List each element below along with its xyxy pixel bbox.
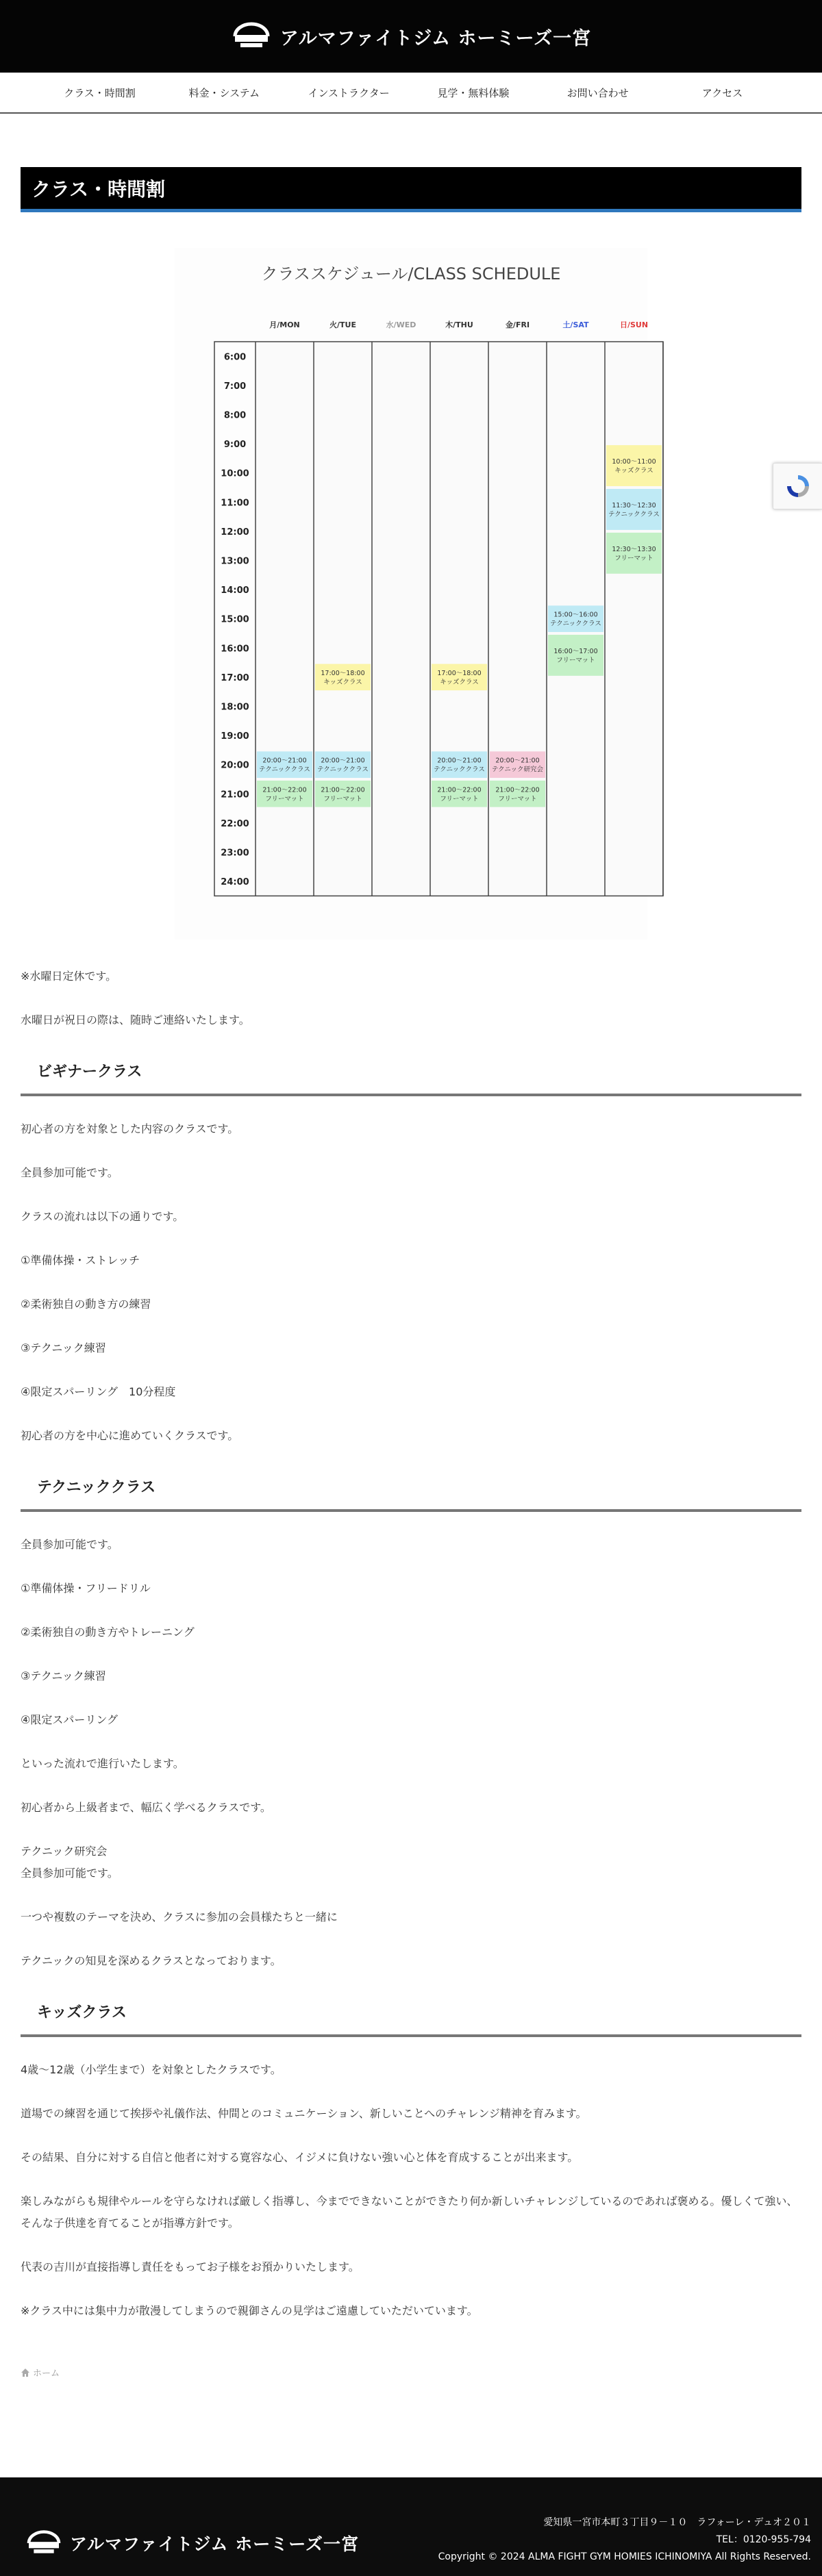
technique-step: ②柔術独自の動き方やトレーニング bbox=[21, 1626, 195, 1639]
schedule-class-time: 10:00〜11:00 bbox=[612, 458, 656, 466]
schedule-hour-label: 12:00 bbox=[221, 527, 249, 538]
nav-item-class-schedule[interactable]: クラス・時間割 bbox=[64, 86, 136, 99]
home-icon bbox=[21, 2368, 30, 2377]
schedule-hour-label: 13:00 bbox=[221, 556, 249, 567]
schedule-table bbox=[175, 248, 660, 939]
brand-name: アルマファイトジム ホーミーズ一宮 bbox=[279, 27, 592, 49]
schedule-hour-label: 6:00 bbox=[223, 352, 247, 363]
kids-body bbox=[21, 2059, 801, 2322]
kids-text: 代表の吉川が直接指導し責任をもってお子様をお預かりいたします。 bbox=[21, 2260, 360, 2273]
technique-text: といった流れで進行いたします。 bbox=[21, 1757, 184, 1770]
schedule-class-time: 20:00〜21:00 bbox=[495, 757, 540, 765]
site-footer bbox=[0, 2477, 822, 2576]
nav-item-instructors[interactable]: インストラクター bbox=[308, 86, 390, 99]
technique-text: 全員参加可能です。 bbox=[21, 1538, 119, 1551]
page-title: クラス・時間割 bbox=[21, 167, 801, 212]
kids-text: 4歳〜12歳（小学生まで）を対象としたクラスです。 bbox=[21, 2063, 282, 2076]
schedule-class-name: テクニッククラス bbox=[608, 510, 660, 518]
technique-step: ③テクニック練習 bbox=[21, 1669, 106, 1682]
technique-text: 一つや複数のテーマを決め、クラスに参加の会員様たちと一緒に bbox=[21, 1910, 338, 1923]
nav-item-trial[interactable]: 見学・無料体験 bbox=[437, 86, 510, 99]
global-nav bbox=[0, 73, 822, 114]
schedule-hour-label: 18:00 bbox=[221, 702, 249, 713]
schedule-class-time: 15:00〜16:00 bbox=[553, 611, 598, 619]
schedule-hour-label: 11:00 bbox=[221, 498, 249, 509]
recaptcha-badge[interactable] bbox=[773, 463, 822, 509]
schedule-hour-label: 9:00 bbox=[223, 440, 247, 451]
beginner-step: ④限定スパーリング 10分程度 bbox=[21, 1385, 176, 1398]
beginner-text: 初心者の方を中心に進めていくクラスです。 bbox=[21, 1429, 239, 1442]
schedule-class-name: テクニッククラス bbox=[434, 766, 485, 774]
schedule-hour-label: 21:00 bbox=[221, 790, 249, 800]
schedule-class-time: 20:00〜21:00 bbox=[321, 757, 365, 765]
beginner-step: ③テクニック練習 bbox=[21, 1341, 106, 1354]
schedule-hour-label: 7:00 bbox=[223, 381, 247, 392]
nav-item-access[interactable]: アクセス bbox=[701, 86, 743, 99]
schedule-hour-label: 20:00 bbox=[221, 760, 249, 771]
recaptcha-icon bbox=[784, 472, 812, 500]
schedule-hour-label: 15:00 bbox=[221, 614, 249, 625]
breadcrumb-home-link[interactable]: ホーム bbox=[33, 2369, 60, 2379]
main-content bbox=[21, 114, 801, 2379]
schedule-day-label: 火/TUE bbox=[329, 320, 356, 329]
gym-emblem-icon bbox=[231, 20, 272, 53]
schedule-hour-label: 16:00 bbox=[221, 644, 249, 655]
schedule-hour-label: 19:00 bbox=[221, 731, 249, 742]
technique-text: テクニックの知見を深めるクラスとなっております。 bbox=[21, 1954, 282, 1967]
schedule-day-label: 水/WED bbox=[386, 320, 416, 329]
section-title-technique: テクニッククラス bbox=[21, 1476, 801, 1512]
schedule-hour-label: 23:00 bbox=[221, 848, 249, 859]
schedule-class-name: キッズクラス bbox=[614, 467, 653, 475]
schedule-class-name: フリーマット bbox=[323, 795, 362, 803]
schedule-class-name: フリーマット bbox=[556, 656, 595, 664]
technique-step: ①準備体操・フリードリル bbox=[21, 1582, 151, 1595]
nav-item-contact[interactable]: お問い合わせ bbox=[566, 86, 629, 99]
schedule-class-name: テクニック研究会 bbox=[491, 766, 544, 774]
schedule-class-name: フリーマット bbox=[498, 795, 537, 803]
technique-study-text: 全員参加可能です。 bbox=[21, 1867, 119, 1880]
schedule-day-label: 日/SUN bbox=[619, 320, 649, 329]
footer-brand-name: アルマファイトジム ホーミーズ一宮 bbox=[70, 2534, 359, 2554]
schedule-title: クラススケジュール/CLASS SCHEDULE bbox=[261, 264, 561, 283]
beginner-text: クラスの流れは以下の通りです。 bbox=[21, 1210, 184, 1223]
schedule-class-name: テクニッククラス bbox=[317, 766, 369, 774]
kids-text: ※クラス中には集中力が散漫してしまうので親御さんの見学はご遠慮していただいています。 bbox=[21, 2304, 478, 2317]
schedule-hour-label: 14:00 bbox=[221, 585, 249, 596]
technique-step: ④限定スパーリング bbox=[21, 1713, 119, 1726]
schedule-class-time: 21:00〜22:00 bbox=[495, 786, 540, 794]
header-logo[interactable] bbox=[231, 20, 591, 53]
schedule-hour-label: 24:00 bbox=[221, 877, 249, 888]
kids-text: 楽しみながらも規律やルールを守らなければ厳しく指導し、今までできないことができたり何か新しいチャレンジしているのであれば褒める。優しくて強い、そんな子供達を育てることが指導方針です。 bbox=[21, 2195, 798, 2230]
schedule-class-time: 21:00〜22:00 bbox=[321, 786, 365, 794]
schedule-class-time: 20:00〜21:00 bbox=[262, 757, 307, 765]
schedule-class-name: フリーマット bbox=[614, 554, 653, 562]
schedule-class-time: 17:00〜18:00 bbox=[321, 669, 365, 677]
schedule-class-name: テクニッククラス bbox=[259, 766, 310, 774]
kids-text: その結果、自分に対する自信と他者に対する寛容な心、イジメに負けない強い心と体を育成することが出来ます。 bbox=[21, 2151, 579, 2164]
schedule-day-label: 木/THU bbox=[445, 320, 473, 329]
schedule-hour-label: 8:00 bbox=[223, 410, 247, 421]
breadcrumb bbox=[21, 2366, 801, 2379]
site-header bbox=[0, 0, 822, 73]
schedule-day-label: 土/SAT bbox=[562, 320, 589, 329]
schedule-class-time: 17:00〜18:00 bbox=[437, 669, 482, 677]
beginner-text: 全員参加可能です。 bbox=[21, 1166, 119, 1179]
schedule-class-name: フリーマット bbox=[440, 795, 479, 803]
schedule-day-label: 月/MON bbox=[269, 320, 300, 329]
note-holiday: 水曜日が祝日の際は、随時ご連絡いたします。 bbox=[21, 1013, 250, 1026]
schedule-day-label: 金/FRI bbox=[505, 320, 530, 329]
schedule-class-name: キッズクラス bbox=[323, 678, 362, 686]
footer-copyright: Copyright © 2024 ALMA FIGHT GYM HOMIES ICHINOMIYA All Rights Reserved. bbox=[438, 2551, 811, 2562]
schedule-hour-label: 17:00 bbox=[221, 672, 249, 683]
schedule-hour-label: 22:00 bbox=[221, 818, 249, 829]
kids-text: 道場での練習を通じて挨拶や礼儀作法、仲間とのコミュニケーション、新しいことへのチャレンジ精神を育みます。 bbox=[21, 2107, 587, 2120]
schedule-class-time: 16:00〜17:00 bbox=[553, 647, 598, 655]
schedule-class-name: フリーマット bbox=[265, 795, 304, 803]
schedule-class-name: キッズクラス bbox=[440, 678, 479, 686]
schedule-class-time: 21:00〜22:00 bbox=[437, 786, 482, 794]
beginner-step: ②柔術独自の動き方の練習 bbox=[21, 1298, 151, 1311]
footer-logo[interactable] bbox=[25, 2528, 359, 2558]
schedule-class-time: 11:30〜12:30 bbox=[612, 501, 656, 509]
content-body bbox=[21, 965, 801, 2379]
footer-address: 愛知県一宮市本町３丁目９－１０ ラフォーレ・デュオ２０１ bbox=[543, 2517, 811, 2528]
class-schedule-image bbox=[175, 248, 660, 939]
nav-item-pricing[interactable]: 料金・システム bbox=[188, 86, 260, 99]
technique-study-title: テクニック研究会 bbox=[21, 1845, 108, 1858]
beginner-text: 初心者の方を対象とした内容のクラスです。 bbox=[21, 1122, 239, 1135]
schedule-class-time: 21:00〜22:00 bbox=[262, 786, 307, 794]
beginner-step: ①準備体操・ストレッチ bbox=[21, 1254, 140, 1267]
beginner-body bbox=[21, 1118, 801, 1447]
note-closed: ※水曜日定休です。 bbox=[21, 970, 117, 983]
schedule-class-name: テクニッククラス bbox=[550, 620, 601, 628]
technique-text: 初心者から上級者まで、幅広く学べるクラスです。 bbox=[21, 1801, 271, 1814]
schedule-hour-label: 10:00 bbox=[221, 468, 249, 479]
gym-emblem-icon bbox=[25, 2528, 63, 2558]
schedule-class-time: 20:00〜21:00 bbox=[437, 757, 482, 765]
footer-tel: TEL：0120-955-794 bbox=[716, 2534, 811, 2545]
section-title-kids: キッズクラス bbox=[21, 2001, 801, 2037]
footer-info bbox=[438, 2514, 811, 2566]
schedule-class-time: 12:30〜13:30 bbox=[612, 545, 656, 553]
technique-body bbox=[21, 1534, 801, 1972]
section-title-beginner: ビギナークラス bbox=[21, 1060, 801, 1096]
